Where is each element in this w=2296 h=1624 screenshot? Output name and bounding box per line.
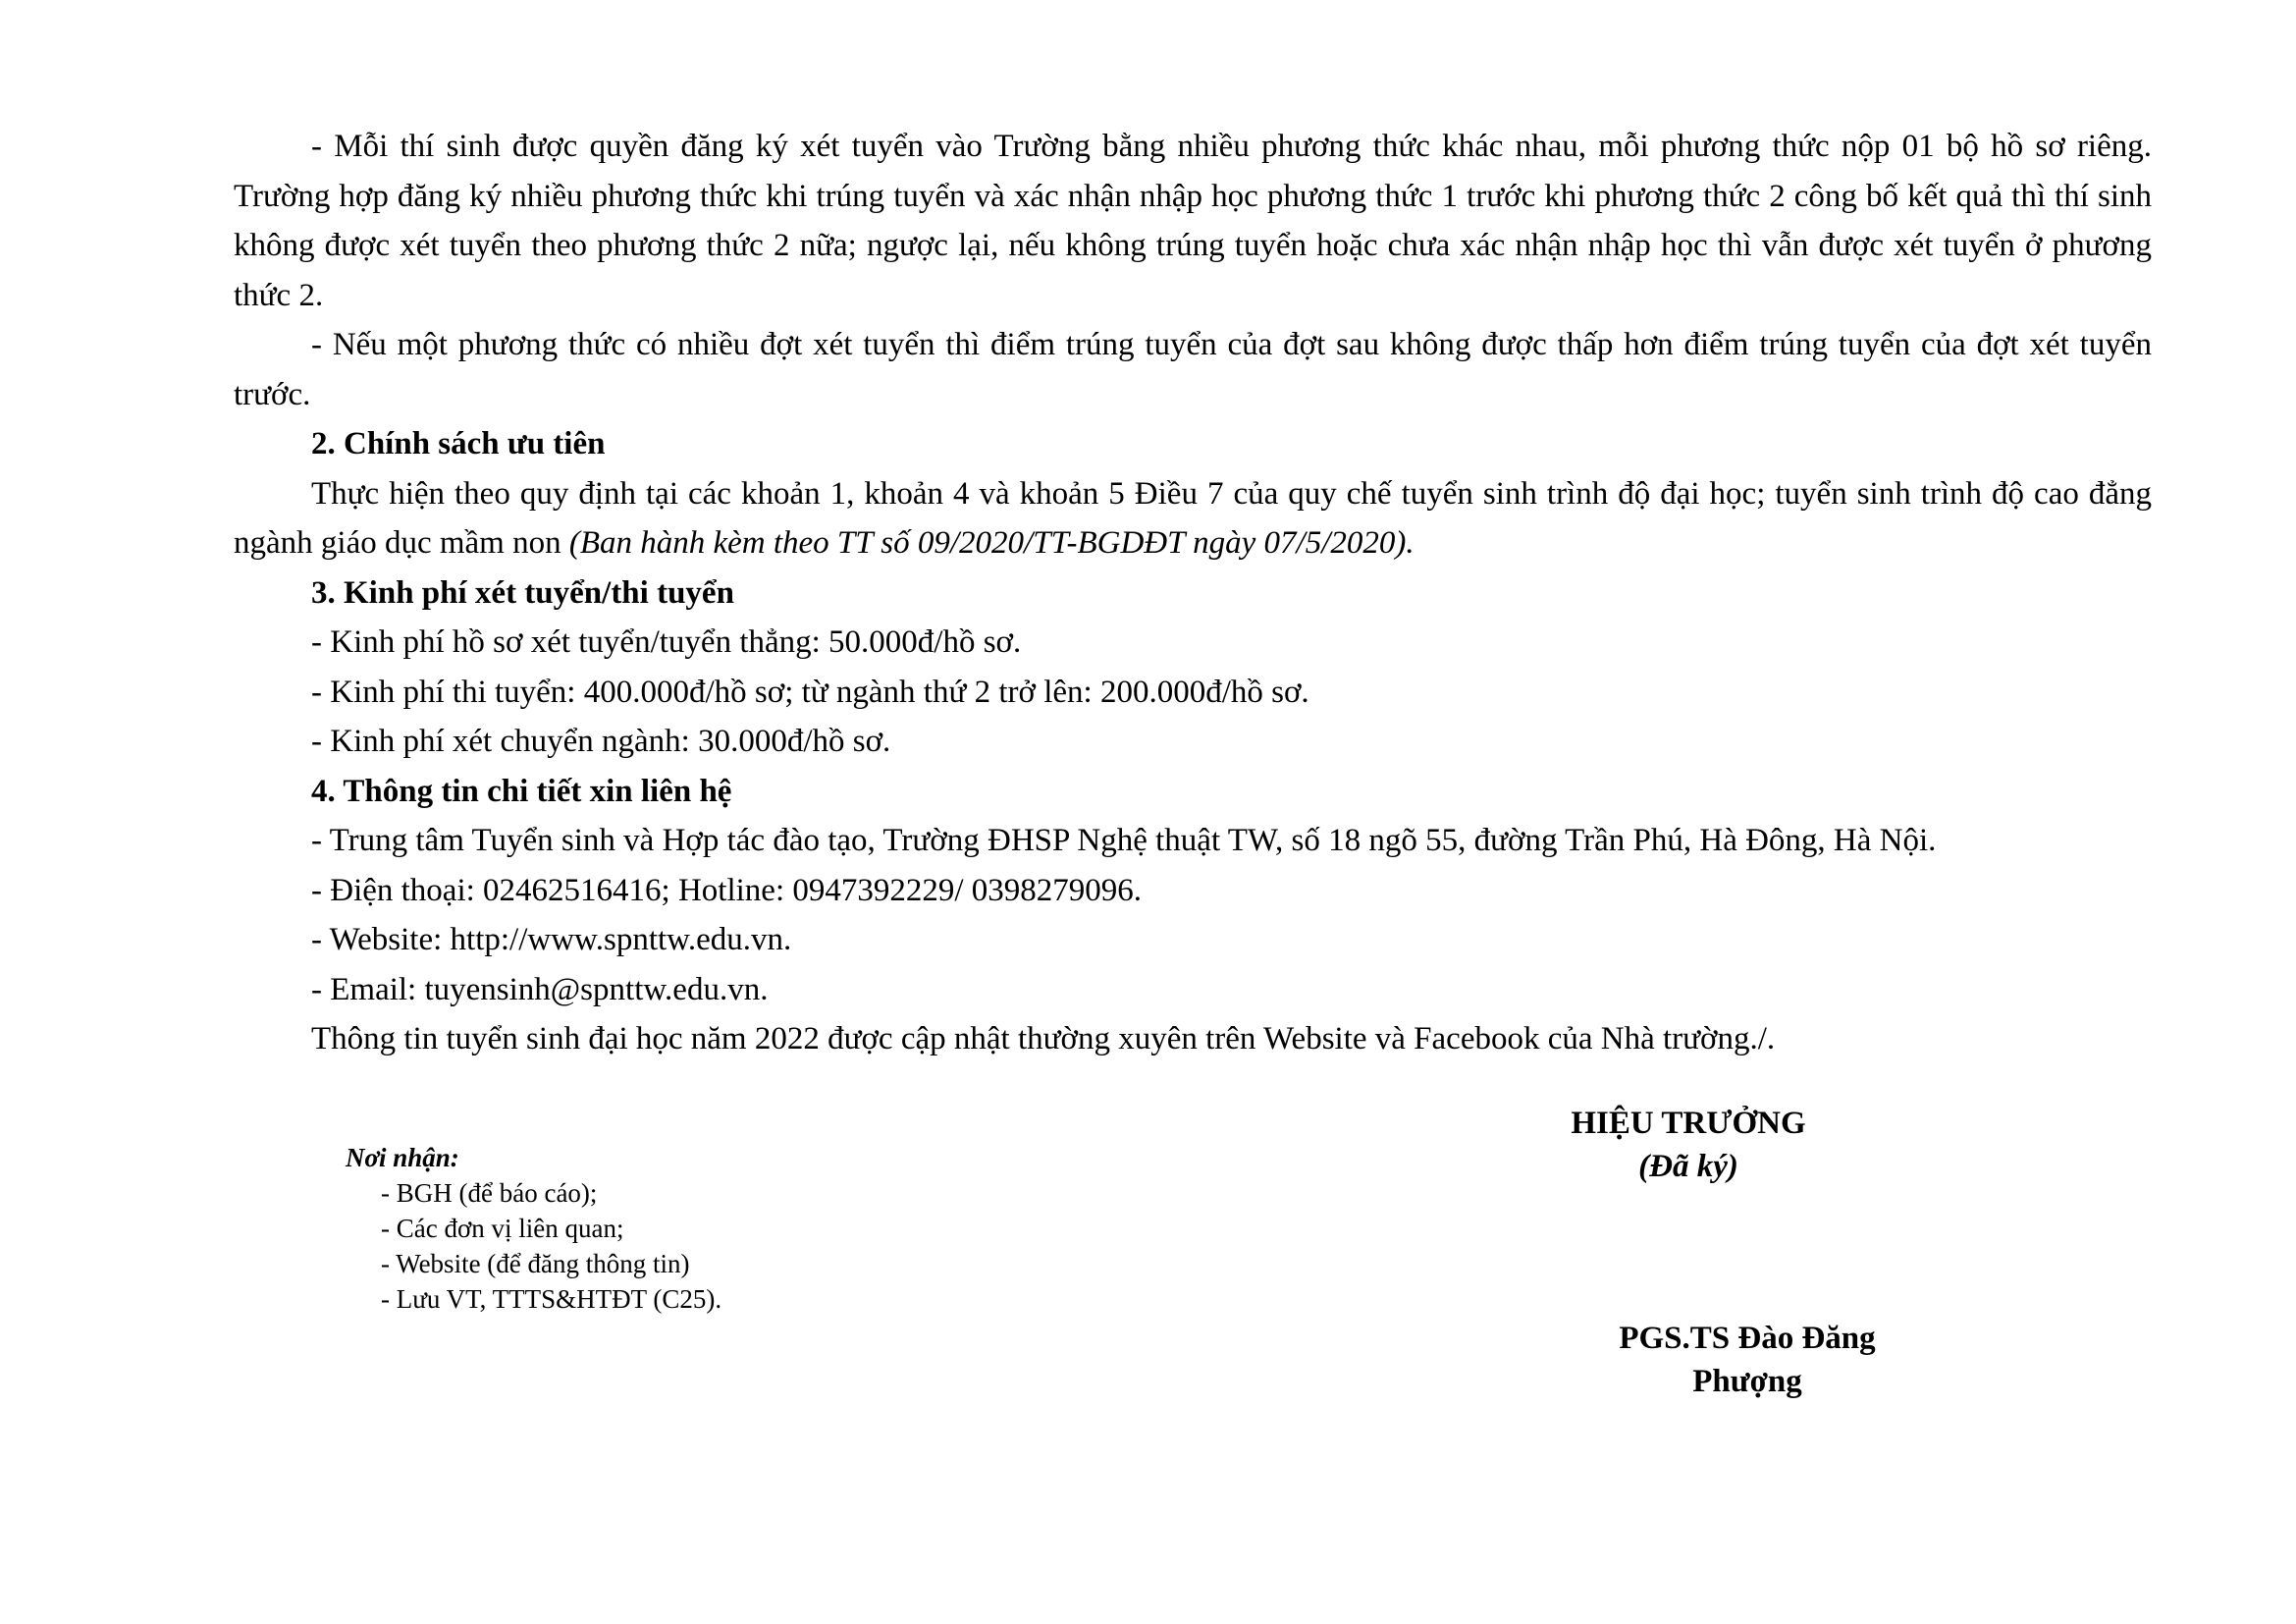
signature-block (1453, 1102, 1924, 1403)
closing-note: Thông tin tuyển sinh đại học năm 2022 được cập nhật thường xuyên trên Website và Facebook của Nhà trường./. (311, 1021, 1776, 1056)
heading-priority-policy: 2. Chính sách ưu tiên (311, 426, 606, 461)
recipients-list (346, 1175, 721, 1317)
recipients-block (346, 1140, 721, 1317)
recipient-item: - Website (để đăng thông tin) (381, 1249, 690, 1278)
signer-role: HIỆU TRƯỞNG (1571, 1106, 1806, 1141)
heading-contact: 4. Thông tin chi tiết xin liên hệ (311, 773, 732, 809)
contact-phone: - Điện thoại: 02462516416; Hotline: 0947392229/ 0398279096. (311, 872, 1143, 908)
paragraph-multiple-rounds: - Nếu một phương thức có nhiều đợt xét tuyển thì điểm trúng tuyển của đợt sau không được thấp hơn điểm trúng tuyển của đợt xét tuyển trước. (234, 327, 2152, 412)
fee-item: - Kinh phí hồ sơ xét tuyển/tuyển thẳng: 50.000đ/hồ sơ. (311, 624, 1022, 660)
recipients-title: Nơi nhận: (346, 1143, 459, 1172)
fee-item: - Kinh phí thi tuyển: 400.000đ/hồ sơ; từ ngành thứ 2 trở lên: 200.000đ/hồ sơ. (311, 674, 1309, 710)
contact-website: - Website: http://www.spnttw.edu.vn. (311, 922, 792, 957)
contact-address: - Trung tâm Tuyển sinh và Hợp tác đào tạo, Trường ĐHSP Nghệ thuật TW, số 18 ngõ 55, đường Trần Phú, Hà Đông, Hà Nội. (311, 823, 1937, 858)
paragraph-multiple-methods: - Mỗi thí sinh được quyền đăng ký xét tuyển vào Trường bằng nhiều phương thức khác nhau, mỗi phương thức nộp 01 bộ hồ sơ riêng. Trường hợp đăng ký nhiều phương thức khi trúng tuyển và xác nhận nhập học phương thức 1 trước khi phương thức 2 công bố kết quả thì thí sinh không được xét tuyển theo phương thức 2 nữa; ngược lại, nếu không trúng tuyển hoặc chưa xác nhận nhập học thì vẫn được xét tuyển ở phương thức 2. (234, 129, 2152, 313)
signer-name: PGS.TS Đào Đăng Phượng (1619, 1321, 1876, 1399)
fee-item: - Kinh phí xét chuyển ngành: 30.000đ/hồ sơ. (311, 724, 891, 759)
document-body (234, 122, 2152, 1064)
recipient-item: - Các đơn vị liên quan; (381, 1214, 624, 1243)
paragraph-priority-policy (234, 469, 2152, 568)
signed-status: (Đã ký) (1638, 1149, 1738, 1184)
contact-email: - Email: tuyensinh@spnttw.edu.vn. (311, 971, 769, 1007)
recipient-item: - Lưu VT, TTTS&HTĐT (C25). (381, 1284, 722, 1314)
priority-policy-text: Thực hiện theo quy định tại các khoản 1, khoản 4 và khoản 5 Điều 7 của quy chế tuyển sinh trình độ đại học; tuyển sinh trình độ cao đẳng ngành giáo dục mầm non (234, 475, 2152, 561)
heading-fees: 3. Kinh phí xét tuyển/thi tuyển (311, 574, 734, 611)
priority-policy-note: (Ban hành kèm theo TT số 09/2020/TT-BGDĐT ngày 07/5/2020). (568, 525, 1415, 561)
recipient-item: - BGH (để báo cáo); (381, 1178, 598, 1208)
